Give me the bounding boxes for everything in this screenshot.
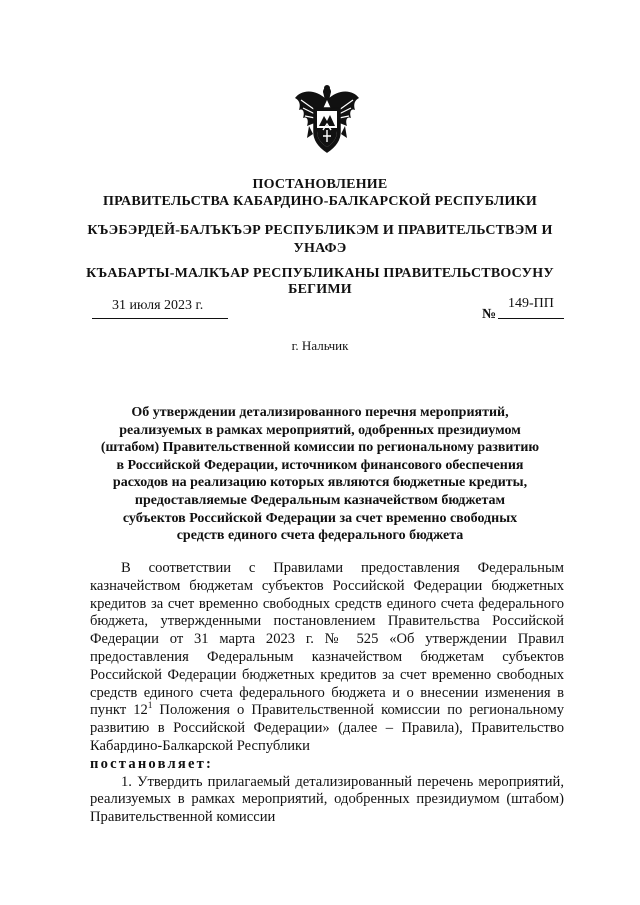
title-line: расходов на реализацию которых являются бюджетные кредиты, <box>112 475 528 491</box>
decree-body <box>90 560 564 827</box>
preamble-paragraph <box>90 560 564 756</box>
date-underline <box>92 318 228 319</box>
number-underline <box>498 318 564 319</box>
government-name-krc-line2: БЕГИМИ <box>288 282 352 297</box>
title-line: средств единого счета федерального бюджета <box>176 528 464 544</box>
resolves-line <box>90 756 564 774</box>
decree-number: 149-ПП <box>508 296 554 311</box>
government-name-kbd-line2: УНАФЭ <box>293 241 347 256</box>
decree-title <box>80 404 560 545</box>
coat-of-arms-icon <box>293 80 361 156</box>
number-sign: № <box>482 307 497 322</box>
title-line: (штабом) Правительственной комиссии по региональному развитию <box>100 440 540 456</box>
title-line: в Российской Федерации, источником финансового обеспечения <box>116 457 524 473</box>
item-1: 1. Утвердить прилагаемый детализированный перечень мероприятий, реализуемых в рамках мероприятий, одобренных президиумом (штабом) Правительственной комиссии <box>90 773 564 826</box>
title-line: предоставляемые Федеральным казначейством бюджетам <box>134 492 506 508</box>
government-name-krc-line1: КЪАБАРТЫ-МАЛКЪАР РЕСПУБЛИКАНЫ ПРАВИТЕЛЬСТВОСУНУ <box>86 266 554 281</box>
preamble-text-cont: Положения о Правительственной комиссии по региональному развитию в Российской Федерации» (далее – Правила), Правительство Кабардино-Балкарской Республики <box>90 702 564 754</box>
decree-heading: ПОСТАНОВЛЕНИЕ <box>252 177 388 192</box>
government-name-kbd-line1: КЪЭБЭРДЕЙ-БАЛЪКЪЭР РЕСПУБЛИКЭМ И ПРАВИТЕЛЬСТВЭМ И <box>87 223 553 238</box>
resolves-word: постановляет: <box>90 755 214 772</box>
title-line: реализуемых в рамках мероприятий, одобренных президиумом <box>119 422 521 438</box>
title-line: Об утверждении детализированного перечня мероприятий, <box>131 405 509 420</box>
title-line: субъектов Российской Федерации за счет временно свободных <box>122 510 518 526</box>
city-name: г. Нальчик <box>291 338 349 353</box>
government-name-ru: ПРАВИТЕЛЬСТВА КАБАРДИНО-БАЛКАРСКОЙ РЕСПУБЛИКИ <box>102 194 538 209</box>
decree-date: 31 июля 2023 г. <box>112 298 204 313</box>
superscript-1: 1 <box>147 700 153 711</box>
preamble-text: В соответствии с Правилами предоставления Федеральным казначейством бюджетам субъектов Российской Федерации бюджетных кредитов за счет временно свободных средств единого счета федерального бюджета, утвержденными постановлением Правительства Российской Федерации от 31 марта 2023 г. № 525 «Об утверждении Правил предоставления Федеральным казначейством бюджетам субъектов Российской Федерации бюджетных кредитов за счет временно свободных средств единого счета федерального бюджета и о внесении изменения в пункт 12 <box>90 560 564 719</box>
